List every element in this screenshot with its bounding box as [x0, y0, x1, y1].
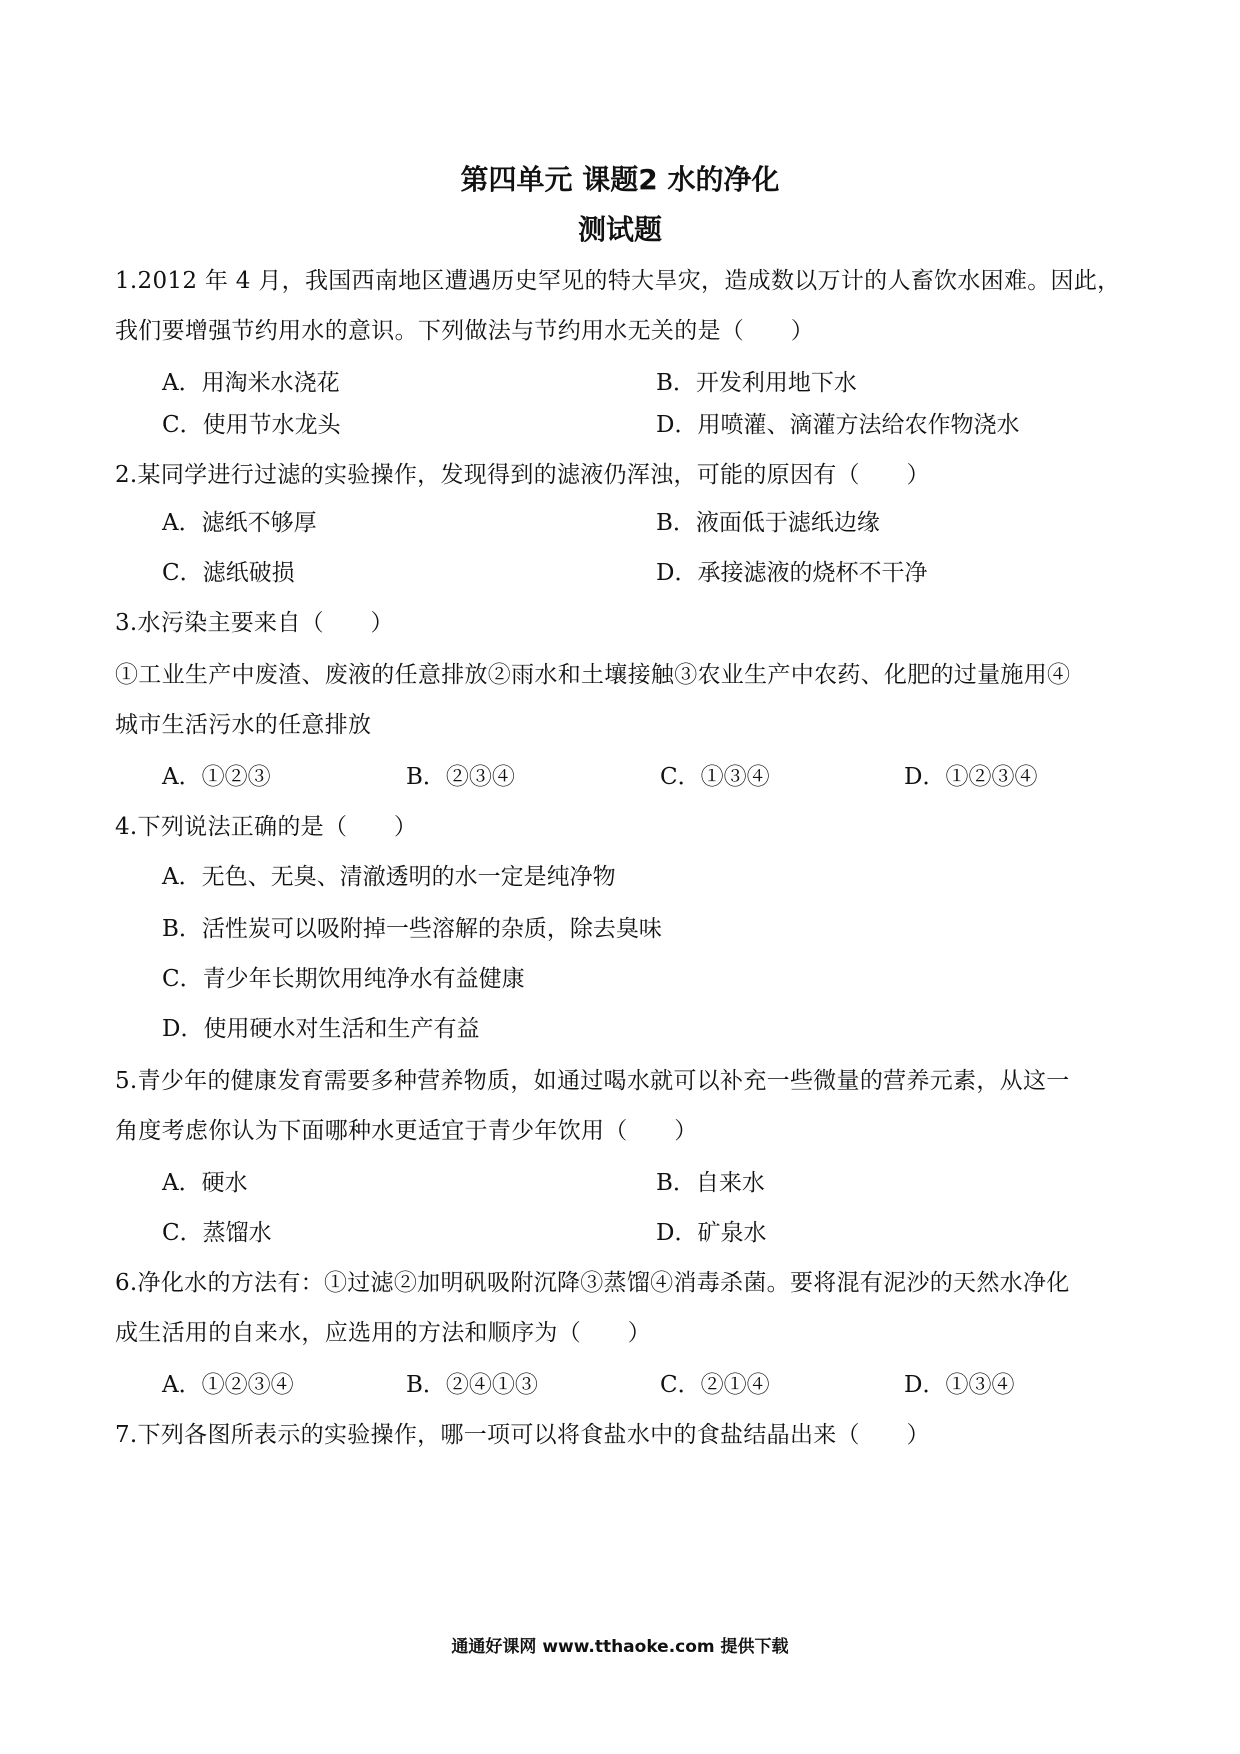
question-2-option-a: A．滤纸不够厚 [162, 510, 317, 536]
question-7-line-1: 7.下列各图所表示的实验操作，哪一项可以将食盐水中的食盐结晶出来（ ） [115, 1422, 930, 1448]
question-3-line-2: ①工业生产中废渣、废液的任意排放②雨水和土壤接触③农业生产中农药、化肥的过量施用④ [115, 662, 1071, 688]
question-1-option-d: D．用喷灌、滴灌方法给农作物浇水 [656, 412, 1020, 438]
question-2-line-1: 2.某同学进行过滤的实验操作，发现得到的滤液仍浑浊，可能的原因有（ ） [115, 462, 930, 488]
question-2-option-c: C．滤纸破损 [162, 560, 295, 586]
question-4-line-1: 4.下列说法正确的是（ ） [115, 814, 418, 840]
question-5-option-d: D．矿泉水 [656, 1220, 767, 1246]
question-6-option-a: A．①②③④ [162, 1372, 294, 1398]
question-1-option-a: A．用淘米水浇花 [162, 370, 340, 396]
question-3-option-c: C．①③④ [660, 764, 770, 790]
question-4-option-d: D．使用硬水对生活和生产有益 [162, 1016, 480, 1042]
question-2-option-d: D．承接滤液的烧杯不干净 [656, 560, 928, 586]
document-title: 第四单元 课题2 水的净化 [460, 163, 780, 196]
question-1-line-2: 我们要增强节约用水的意识。下列做法与节约用水无关的是（ ） [115, 318, 814, 344]
question-5-option-c: C．蒸馏水 [162, 1220, 272, 1246]
question-5-line-1: 5.青少年的健康发育需要多种营养物质，如通过喝水就可以补充一些微量的营养元素，从这一 [115, 1068, 1070, 1094]
question-1-option-c: C．使用节水龙头 [162, 412, 341, 438]
page-footer: 通通好课网 www.tthaoke.com 提供下载 [451, 1637, 789, 1657]
question-4-option-c: C．青少年长期饮用纯净水有益健康 [162, 966, 525, 992]
question-3-line-3: 城市生活污水的任意排放 [115, 712, 372, 738]
question-4-option-a: A．无色、无臭、清澈透明的水一定是纯净物 [162, 864, 616, 890]
question-3-option-b: B．②③④ [406, 764, 515, 790]
question-3-line-1: 3.水污染主要来自（ ） [115, 610, 394, 636]
question-6-option-d: D．①③④ [904, 1372, 1015, 1398]
question-4-option-b: B．活性炭可以吸附掉一些溶解的杂质，除去臭味 [162, 916, 662, 942]
question-5-option-a: A．硬水 [162, 1170, 248, 1196]
question-3-option-a: A．①②③ [162, 764, 271, 790]
question-6-line-2: 成生活用的自来水，应选用的方法和顺序为（ ） [115, 1320, 651, 1346]
question-6-option-b: B．②④①③ [406, 1372, 538, 1398]
question-5-option-b: B．自来水 [656, 1170, 765, 1196]
question-3-option-d: D．①②③④ [904, 764, 1038, 790]
question-1-line-1: 1.2012 年 4 月，我国西南地区遭遇历史罕见的特大旱灾，造成数以万计的人畜饮水困难。因此， [115, 268, 1121, 294]
question-2-option-b: B．液面低于滤纸边缘 [656, 510, 880, 536]
question-6-line-1: 6.净化水的方法有：①过滤②加明矾吸附沉降③蒸馏④消毒杀菌。要将混有泥沙的天然水净化 [115, 1270, 1070, 1296]
question-5-line-2: 角度考虑你认为下面哪种水更适宜于青少年饮用（ ） [115, 1118, 698, 1144]
document-subtitle: 测试题 [577, 213, 662, 246]
question-6-option-c: C．②①④ [660, 1372, 770, 1398]
question-1-option-b: B．开发利用地下水 [656, 370, 857, 396]
